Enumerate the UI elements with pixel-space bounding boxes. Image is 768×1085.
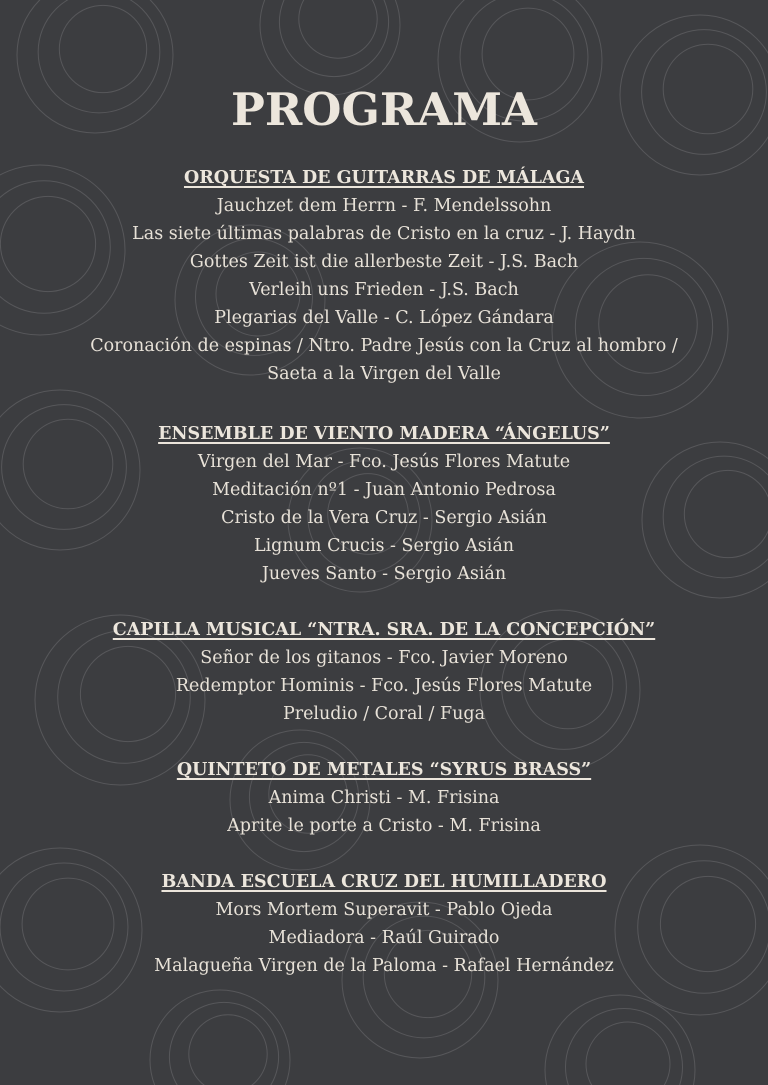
piece-item: Verleih uns Frieden - J.S. Bach: [249, 280, 519, 300]
piece-item: Gottes Zeit ist die allerbeste Zeit - J.S. Bach: [189, 252, 579, 272]
piece-item: Las siete últimas palabras de Cristo en la cruz - J. Haydn: [132, 224, 636, 244]
piece-item: Anima Christi - M. Frisina: [268, 788, 500, 808]
piece-item: Saeta a la Virgen del Valle: [267, 364, 501, 384]
section-heading: BANDA ESCUELA CRUZ DEL HUMILLADERO: [161, 872, 607, 892]
section-heading: QUINTETO DE METALES “SYRUS BRASS”: [176, 760, 592, 780]
piece-item: Jauchzet dem Herrn - F. Mendelssohn: [216, 196, 552, 216]
piece-item: Virgen del Mar - Fco. Jesús Flores Matute: [197, 452, 571, 472]
section-banda-escuela: [0, 868, 768, 980]
section-capilla-musical: [0, 616, 768, 728]
piece-item: Meditación nº1 - Juan Antonio Pedrosa: [212, 480, 556, 500]
piece-item: Malagueña Virgen de la Paloma - Rafael Hernández: [154, 956, 614, 976]
piece-item: Lignum Crucis - Sergio Asián: [253, 536, 515, 556]
decorative-circle: [586, 1022, 670, 1085]
section-quinteto-metales: [0, 756, 768, 840]
piece-item: Mediadora - Raúl Guirado: [268, 928, 500, 948]
piece-item: Aprite le porte a Cristo - M. Frisina: [227, 816, 541, 836]
piece-item: Redemptor Hominis - Fco. Jesús Flores Matute: [175, 676, 593, 696]
piece-item: Cristo de la Vera Cruz - Sergio Asián: [221, 508, 547, 528]
section-heading: ENSEMBLE DE VIENTO MADERA “ÁNGELUS”: [158, 424, 610, 444]
page-title: PROGRAMA: [231, 83, 537, 136]
section-orquesta-guitarras: [0, 164, 768, 388]
decorative-circle: [189, 1015, 267, 1085]
decorative-circle: [299, 0, 377, 58]
decorative-circle: [566, 1009, 683, 1085]
piece-item: Jueves Santo - Sergio Asián: [261, 564, 507, 584]
piece-item: Mors Mortem Superavit - Pablo Ojeda: [215, 900, 553, 920]
section-heading: ORQUESTA DE GUITARRAS DE MÁLAGA: [183, 168, 584, 188]
piece-item: Preludio / Coral / Fuga: [282, 704, 486, 724]
section-heading: CAPILLA MUSICAL “NTRA. SRA. DE LA CONCEPCIÓN”: [112, 620, 656, 640]
piece-item: Coronación de espinas / Ntro. Padre Jesús con la Cruz al hombro /: [90, 336, 678, 356]
piece-item: Plegarias del Valle - C. López Gándara: [214, 308, 554, 328]
section-ensemble-angelus: [0, 420, 768, 588]
piece-item: Señor de los gitanos - Fco. Javier Moreno: [200, 648, 568, 668]
